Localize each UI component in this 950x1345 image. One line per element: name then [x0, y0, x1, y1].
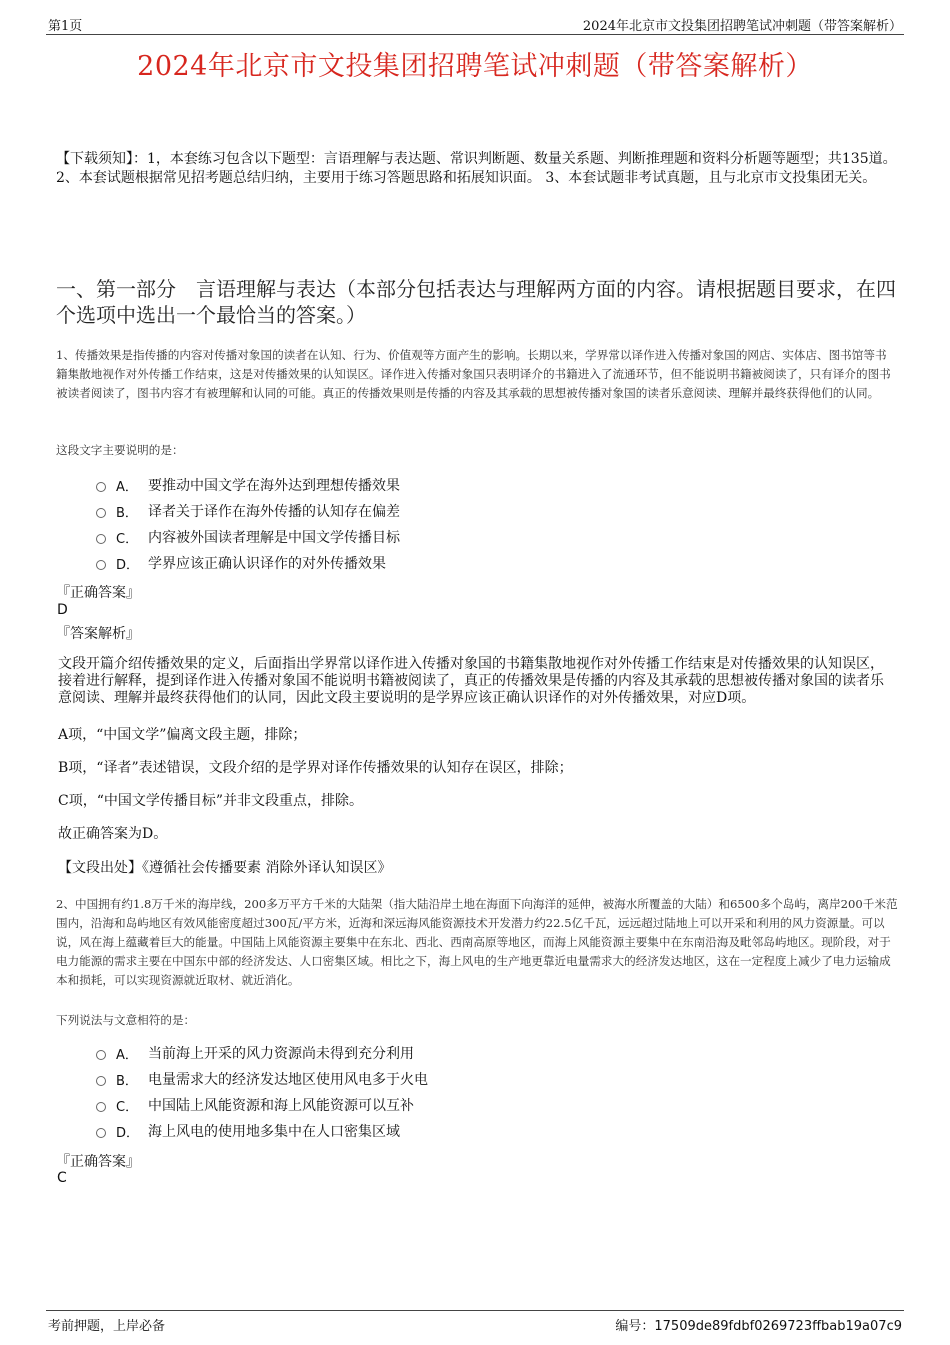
option-text: 海上风电的使用地多集中在人口密集区域	[148, 1124, 400, 1140]
q1-source: 【文段出处】《遵循社会传播要素 消除外译认知误区》	[58, 860, 392, 876]
header-doc-title: 2024年北京市文投集团招聘笔试冲刺题（带答案解析）	[582, 19, 902, 34]
option-text: 学界应该正确认识译作的对外传播效果	[148, 556, 386, 572]
radio-icon[interactable]	[96, 560, 106, 570]
q1-answer: D	[57, 602, 68, 618]
q2-option-d[interactable]: D． 海上风电的使用地多集中在人口密集区域	[96, 1118, 796, 1144]
section-heading: 一、第一部分 言语理解与表达（本部分包括表达与理解两方面的内容。请根据题目要求，在四个选项中选出一个最恰当的答案。）	[56, 277, 896, 327]
q2-option-b[interactable]: B． 电量需求大的经济发达地区使用风电多于火电	[96, 1066, 796, 1092]
q2-answer: C	[57, 1170, 67, 1186]
q1-option-a[interactable]: A． 要推动中国文学在海外达到理想传播效果	[96, 472, 796, 498]
q1-conclusion: 故正确答案为D。	[58, 826, 168, 842]
radio-icon[interactable]	[96, 1050, 106, 1060]
option-text: 当前海上开采的风力资源尚未得到充分利用	[148, 1046, 414, 1062]
q1-analysis: 文段开篇介绍传播效果的定义，后面指出学界常以译作进入传播对象国的书籍集散地视作对外传播工作结束是对传播效果的认知误区，接着进行解释，提到译作进入传播对象国不能说明书籍被阅读了，真正的传播效果是传播的内容及其承载的思想被传播对象国的读者乐意阅读、理解并最终获得他们的认同，因此文段主要说明的是学界应该正确认识译作的对外传播效果，对应D项。	[58, 656, 884, 706]
q2-passage: 2、中国拥有约1.8万千米的海岸线，200多万平方千米的大陆架（指大陆沿岸土地在海面下向海洋的延伸，被海水所覆盖的大陆）和6500多个岛屿，离岸200千米范围内，沿海和岛屿地区有效风能密度超过300瓦/平方米，近海和深远海风能资源技术开发潜力约22.5亿千瓦，远远超过陆地上可以开采和利用的风力资源量。可以说，风在海上蕴藏着巨大的能量。中国陆上风能资源主要集中在东北、西北、西南高原等地区，而海上风能资源主要集中在东南沿海及毗邻岛屿地区。现阶段，对于电力能源的需求主要在中国东中部的经济发达、人口密集区域。相比之下，海上风电的生产地更靠近电量需求大的经济发达地区，这在一定程度上减少了电力运输成本和损耗，可以实现资源就近取材、就近消化。	[56, 897, 898, 987]
q1-answer-label: 『正确答案』	[56, 585, 140, 601]
page-footer	[46, 1310, 904, 1334]
option-text: 内容被外国读者理解是中国文学传播目标	[148, 530, 400, 546]
q1-stem: 这段文字主要说明的是：	[56, 443, 184, 457]
radio-icon[interactable]	[96, 534, 106, 544]
option-text: 电量需求大的经济发达地区使用风电多于火电	[148, 1072, 428, 1088]
option-text: 要推动中国文学在海外达到理想传播效果	[148, 478, 400, 494]
download-notice: 【下载须知】：1，本套练习包含以下题型：言语理解与表达题、常识判断题、数量关系题、判断推理题和资料分析题等题型；共135道。 2、本套试题根据常见招考题总结归纳，主要用于练习答题思路和拓展知识面。 3、本套试题非考试真题，且与北京市文投集团无关。	[56, 151, 897, 186]
page-header	[46, 14, 904, 35]
option-text: 中国陆上风能资源和海上风能资源可以互补	[148, 1098, 414, 1114]
q1-analysis-label: 『答案解析』	[56, 626, 140, 642]
radio-icon[interactable]	[96, 1128, 106, 1138]
q1-option-d[interactable]: D． 学界应该正确认识译作的对外传播效果	[96, 550, 796, 576]
q2-answer-label: 『正确答案』	[56, 1154, 140, 1170]
radio-icon[interactable]	[96, 482, 106, 492]
q1-analysis-b: B项，“译者”表述错误，文段介绍的是学界对译作传播效果的认知存在误区，排除；	[58, 760, 573, 776]
q2-stem: 下列说法与文意相符的是：	[56, 1013, 196, 1027]
q1-option-b[interactable]: B． 译者关于译作在海外传播的认知存在偏差	[96, 498, 796, 524]
q1-analysis-c: C项，“中国文学传播目标”并非文段重点，排除。	[58, 793, 364, 809]
option-text: 译者关于译作在海外传播的认知存在偏差	[148, 504, 400, 520]
q1-passage: 1、传播效果是指传播的内容对传播对象国的读者在认知、行为、价值观等方面产生的影响。长期以来，学界常以译作进入传播对象国的网店、实体店、图书馆等书籍集散地视作对外传播工作结束，这是对传播效果的认知误区。译作进入传播对象国只表明译介的书籍进入了流通环节，但不能说明书籍被阅读了，只有译介的图书被读者阅读了，图书内容才有被理解和认同的可能。真正的传播效果则是传播的内容及其承载的思想被传播对象国的读者乐意阅读、理解并最终获得他们的认同。	[56, 348, 891, 400]
radio-icon[interactable]	[96, 1102, 106, 1112]
radio-icon[interactable]	[96, 1076, 106, 1086]
q1-option-c[interactable]: C． 内容被外国读者理解是中国文学传播目标	[96, 524, 796, 550]
page-number: 第1页	[48, 19, 83, 34]
radio-icon[interactable]	[96, 508, 106, 518]
q2-options	[96, 1040, 796, 1144]
q1-options	[96, 472, 796, 576]
q2-option-c[interactable]: C． 中国陆上风能资源和海上风能资源可以互补	[96, 1092, 796, 1118]
footer-serial: 编号：17509de89fdbf0269723ffbab19a07c9	[615, 1319, 902, 1334]
footer-slogan: 考前押题，上岸必备	[48, 1319, 166, 1334]
q2-option-a[interactable]: A． 当前海上开采的风力资源尚未得到充分利用	[96, 1040, 796, 1066]
document-title: 2024年北京市文投集团招聘笔试冲刺题（带答案解析）	[137, 51, 813, 82]
q1-analysis-a: A项，“中国文学”偏离文段主题，排除；	[58, 727, 307, 743]
